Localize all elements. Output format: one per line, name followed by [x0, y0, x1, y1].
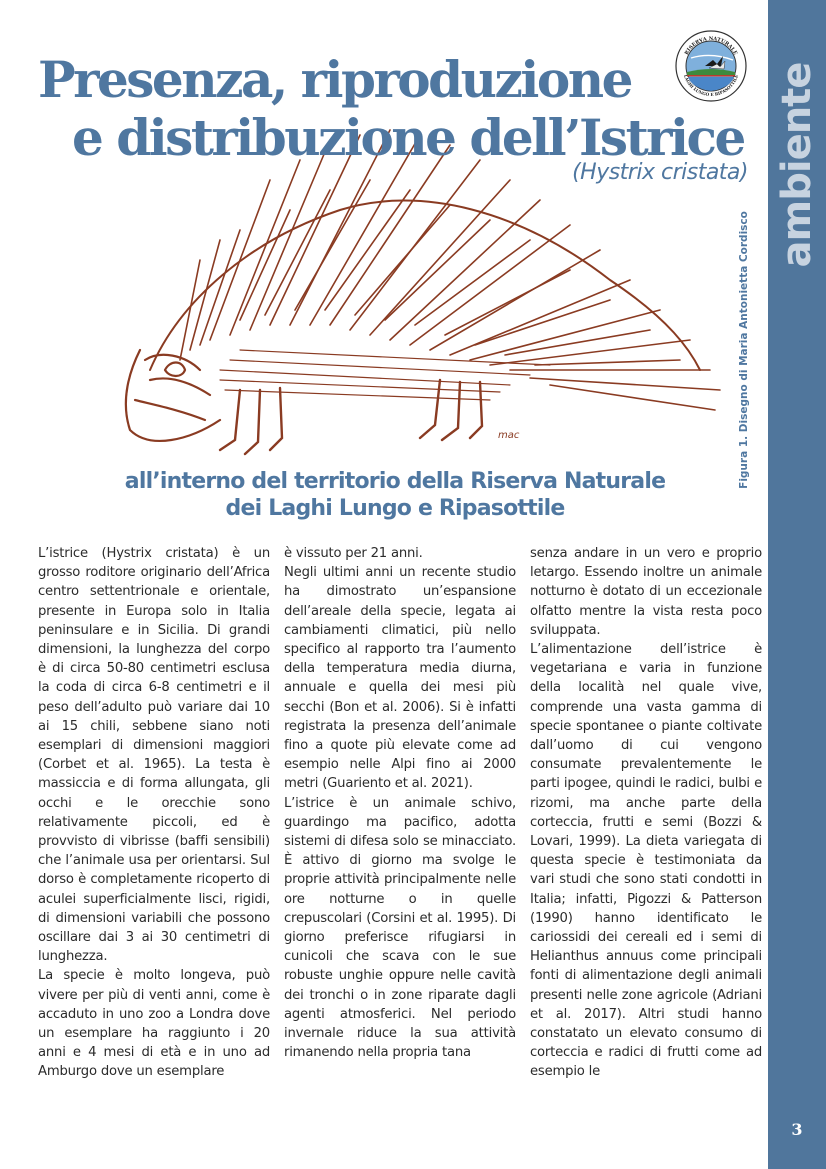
- reserve-logo: [675, 30, 747, 102]
- svg-text:LAGHI LUNGO E RIPASOTTILE: LAGHI LUNGO E RIPASOTTILE: [682, 73, 740, 98]
- figure-caption: Figura 1. Disegno di Maria Antonietta Cordisco: [738, 211, 750, 489]
- paragraph: L’alimentazione dell’istrice è vegetariana e varia in funzione della località nel quale vive, comprende una vasta gamma di specie spontanee o piante coltivate dall’uomo di cui vengono consumate prevalentemente le parti ipogee, quindi le radici, bulbi e rizomi, ma anche parte della corteccia, frutti e semi (Bozzi & Lovari, 1999). La dieta variegata di questa specie è testimoniata da vari studi che sono stati condotti in Italia; infatti, Pigozzi & Patterson (1990) hanno identificato le cariossidi dei cereali ed i semi di Helianthus annuus come principali fonti di alimentazione degli animali presenti nelle zone agricole (Adriani et al. 2017). Altri studi hanno constatato un elevato consumo di corteccia e radici di frutti come ad esempio le: [530, 642, 762, 1080]
- paragraph: La specie è molto longeva, può vivere per più di venti anni, come è accaduto in uno zoo a Londra dove un esemplare ha raggiunto i 20 anni e 4 mesi di età e in uno ad Amburgo dove un esemplare: [38, 968, 270, 1080]
- article-title-line-1: Presenza, riproduzione: [38, 50, 631, 109]
- article-title-line-2: e distribuzione dell’Istrice: [72, 108, 744, 167]
- section-label: ambiente: [774, 62, 820, 268]
- paragraph: senza andare in un vero e proprio letargo. Essendo inoltre un animale notturno è dotato di un eccezionale olfatto mentre la vista resta poco sviluppata.: [530, 546, 762, 638]
- artist-signature: mac: [498, 430, 520, 441]
- text-column-3: [530, 544, 762, 1082]
- section-sidebar: [768, 0, 826, 1169]
- paragraph: L’istrice è un animale schivo, guardingo ma pacifico, adotta sistemi di difesa solo se minacciato. È attivo di giorno ma svolge le proprie attività principalmente nelle ore notturne o in quelle crepuscolari (Corsini et al. 1995). Di giorno preferisce rifugiarsi in cunicoli che scava con le sue robuste unghie oppure nelle cavità dei tronchi o in zone riparate dagli agenti atmosferici. Nel periodo invernale riduce la sua attività rimanendo nella propria tana: [284, 795, 516, 1061]
- svg-text:RISERVA NATURALE: RISERVA NATURALE: [683, 35, 739, 57]
- paragraph: Negli ultimi anni un recente studio ha dimostrato un’espansione dell’areale della specie, legata ai cambiamenti climatici, più nello specifico al rapporto tra l’aumento della temperatura media diurna, annuale e quella dei mesi più secchi (Bon et al. 2006). Si è infatti registrata la presenza dell’animale fino a quote più elevate come ad esempio nelle Alpi fino ai 2000 metri (Guariento et al. 2021).: [284, 565, 516, 792]
- paragraph: è vissuto per 21 anni.: [284, 546, 423, 561]
- page-number: 3: [791, 1120, 803, 1139]
- article-subtitle: all’interno del territorio della Riserva Naturale dei Laghi Lungo e Ripasottile: [124, 469, 666, 521]
- scientific-name: (Hystrix cristata): [572, 160, 748, 185]
- text-column-1: [38, 544, 270, 1082]
- text-column-2: [284, 544, 516, 1062]
- paragraph: L’istrice (Hystrix cristata) è un grosso roditore originario dell’Africa centro settentrionale e orientale, presente in Europa solo in Italia peninsulare e in Sicilia. Di grandi dimensioni, la lunghezza del corpo è di circa 50-80 centimetri esclusa la coda di circa 6-8 centimetri e il peso dell’adulto può variare dai 10 ai 15 chili, sebbene siano noti esemplari di dimensioni maggiori (Corbet et al. 1965). La testa è massiccia e di forma allungata, gli occhi e le orecchie sono relativamente piccoli, ed è provvisto di vibrisse (baffi sensibili) che l’animale usa per orientarsi. Sul dorso è completamente ricoperto di aculei superficialmente lisci, rigidi, di dimensioni variabili che possono oscillare dai 3 ai 30 centimetri di lunghezza.: [38, 546, 270, 965]
